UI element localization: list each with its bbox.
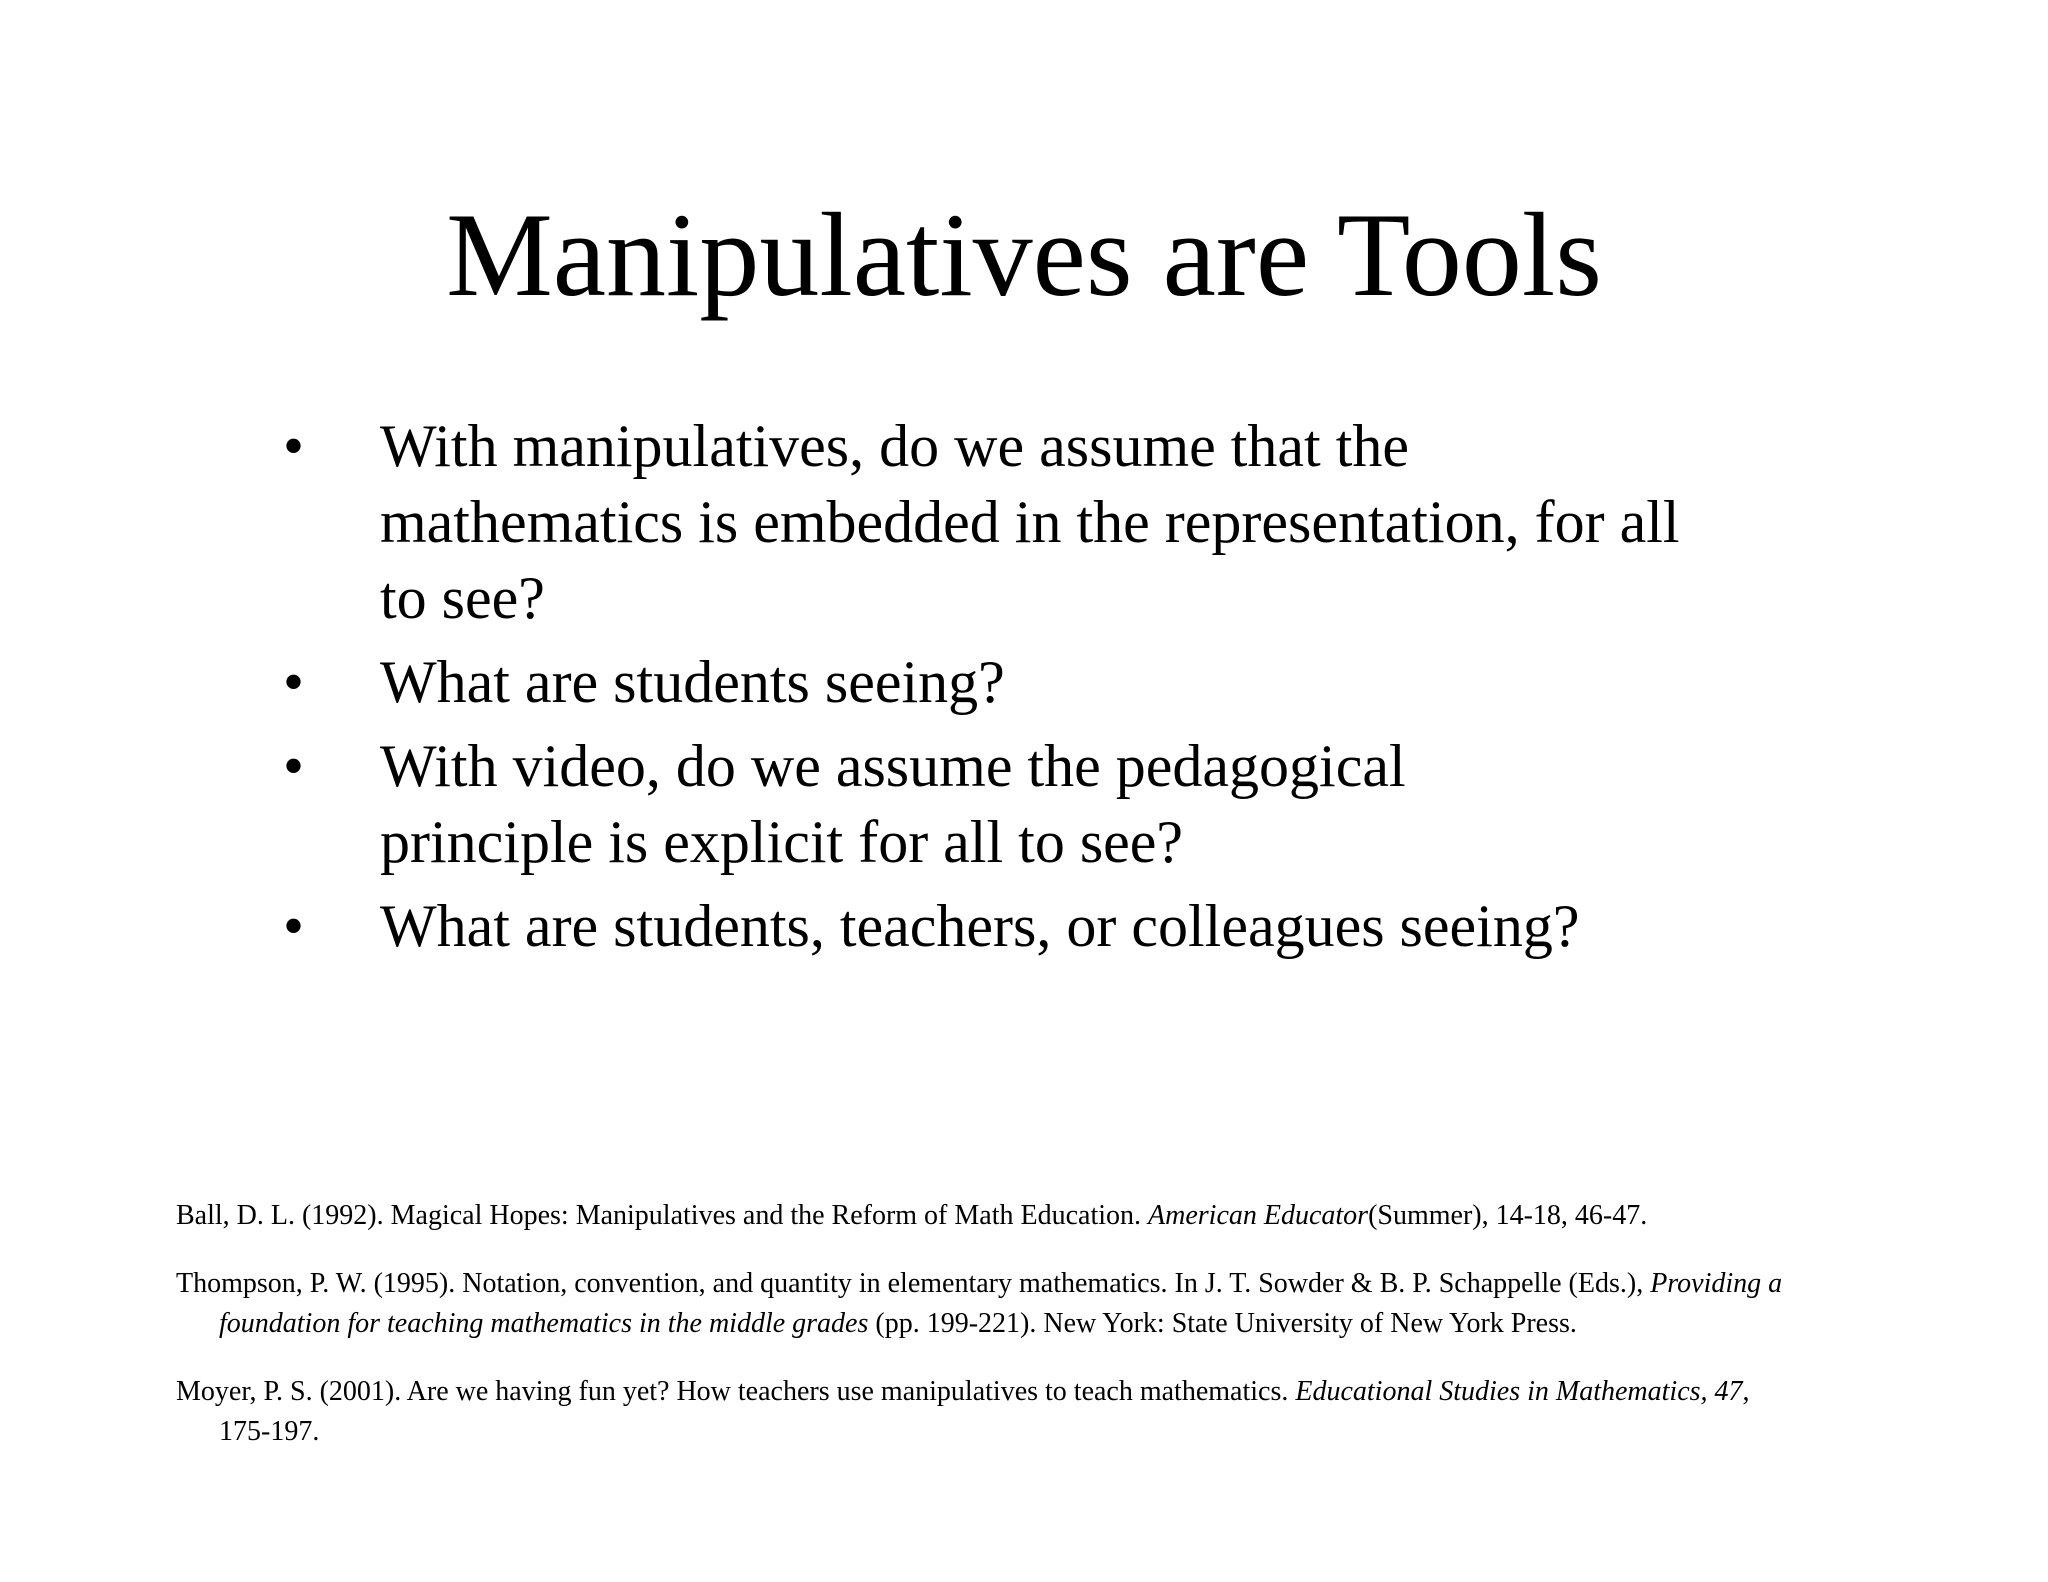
bullet-item bbox=[283, 408, 1783, 636]
bullet-text: With video, do we assume the pedagogical principle is explicit for all to see? bbox=[380, 733, 1406, 875]
reference-text: Moyer, P. S. (2001). Are we having fun yet? How teachers use manipulatives to teach mathematics. bbox=[176, 1376, 1296, 1407]
bullet-item bbox=[283, 888, 1783, 964]
reference-text: Ball, D. L. (1992). Magical Hopes: Manipulatives and the Reform of Math Education. bbox=[176, 1200, 1149, 1231]
reference-source: Providing a foundation for teaching mathematics in the middle grades bbox=[219, 1268, 1783, 1339]
reference-entry bbox=[176, 1196, 1796, 1236]
references bbox=[176, 1168, 1796, 1455]
reference-entry bbox=[176, 1372, 1796, 1452]
reference-source: American Educator bbox=[1148, 1200, 1369, 1231]
reference-entry bbox=[176, 1264, 1796, 1344]
bullet-list bbox=[283, 408, 1783, 972]
bullet-icon: • bbox=[283, 649, 305, 715]
bullet-text: What are students, teachers, or colleagues seeing? bbox=[380, 893, 1580, 959]
reference-text: , 175-197. bbox=[219, 1376, 1750, 1447]
bullet-text: With manipulatives, do we assume that the mathematics is embedded in the representation, for all to see? bbox=[380, 413, 1680, 631]
bullet-icon: • bbox=[283, 733, 305, 799]
bullet-text: What are students seeing? bbox=[380, 649, 1005, 715]
reference-text: (Summer), 14-18, 46-47. bbox=[1368, 1200, 1648, 1231]
reference-text: (pp. 199-221). New York: State University of New York Press. bbox=[868, 1308, 1577, 1339]
bullet-icon: • bbox=[283, 893, 305, 959]
reference-text: Thompson, P. W. (1995). Notation, convention, and quantity in elementary mathematics. In J. T. Sowder & B. P. Schappelle (Eds.), bbox=[176, 1268, 1651, 1299]
bullet-icon: • bbox=[283, 413, 305, 479]
bullet-item bbox=[283, 644, 1783, 720]
reference-source: Educational Studies in Mathematics, 47 bbox=[1295, 1376, 1743, 1407]
bullet-item bbox=[283, 728, 1783, 880]
slide-title: Manipulatives are Tools bbox=[446, 188, 1602, 321]
